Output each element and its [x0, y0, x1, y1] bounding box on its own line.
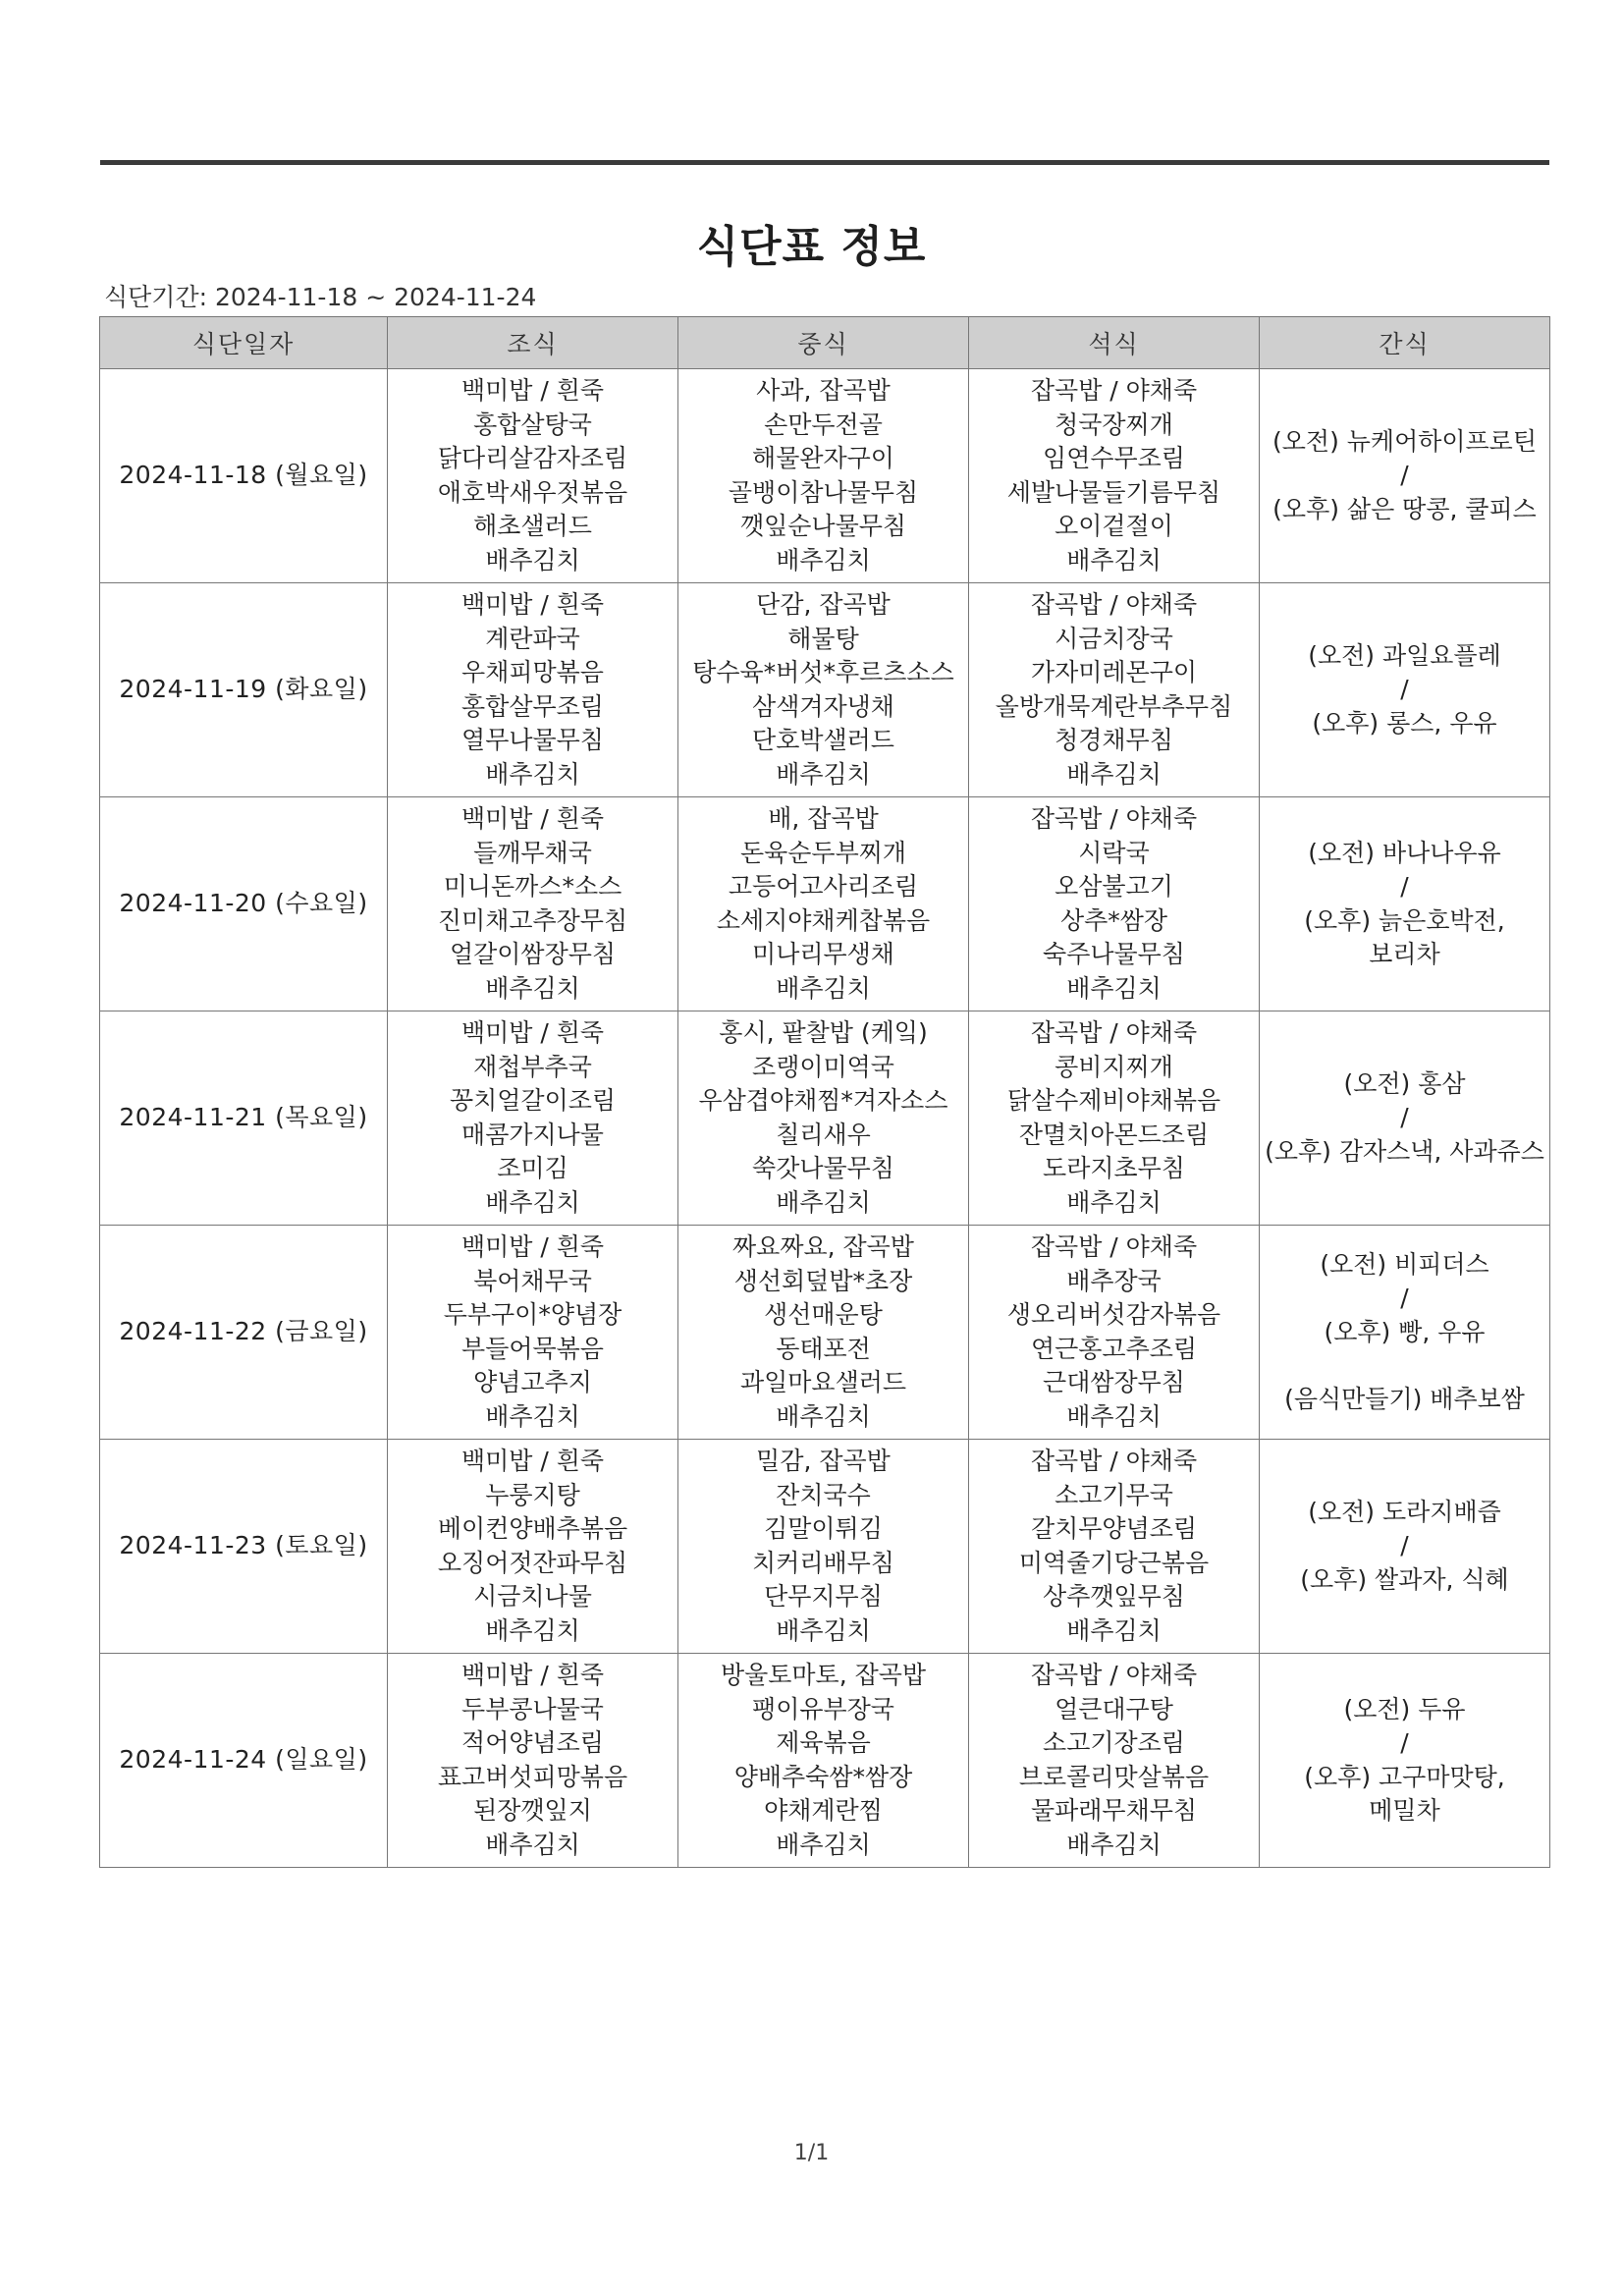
menu-item: 배추김치 — [485, 1830, 580, 1859]
menu-item: 청국장찌개 — [1055, 410, 1173, 439]
menu-item: 홍합살탕국 — [473, 410, 592, 439]
menu-item: 북어채무국 — [473, 1266, 592, 1295]
menu-item: 단호박샐러드 — [752, 726, 894, 754]
menu-item: (오후) 고구마맛탕, — [1304, 1762, 1505, 1791]
menu-item: 고등어고사리조림 — [728, 872, 919, 901]
date-cell: 2024-11-18 (월요일) — [100, 369, 388, 583]
menu-item: / — [1400, 461, 1409, 490]
lunch-cell — [678, 797, 969, 1011]
menu-item: 보리차 — [1369, 940, 1440, 968]
menu-item: 우채피망볶음 — [461, 658, 604, 686]
table-body — [100, 369, 1550, 1868]
menu-item: 배추김치 — [776, 1187, 871, 1217]
menu-item: 올방개묵계란부추무침 — [995, 691, 1233, 721]
menu-item: 배추김치 — [1066, 1401, 1162, 1431]
menu-item — [1260, 1349, 1549, 1383]
menu-item: 꽁치얼갈이조림 — [449, 1086, 617, 1115]
menu-item: 매콤가지나물 — [461, 1120, 604, 1149]
menu-item: / — [1400, 1728, 1409, 1757]
menu-item: 미역줄기당근볶음 — [1018, 1548, 1210, 1577]
menu-item: (오전) 비피더스 — [1320, 1249, 1489, 1279]
breakfast-cell — [388, 1440, 678, 1654]
top-rule — [100, 160, 1549, 165]
menu-item: 닭다리살감자조림 — [437, 444, 628, 472]
snack-cell — [1260, 1440, 1550, 1654]
breakfast-cell — [388, 1654, 678, 1868]
header-breakfast: 조식 — [388, 317, 678, 369]
menu-item: (오후) 롱스, 우유 — [1312, 708, 1497, 738]
menu-item: 배, 잡곡밥 — [768, 804, 879, 833]
header-snack: 간식 — [1260, 317, 1550, 369]
lunch-cell — [678, 1654, 969, 1868]
table-row — [100, 1226, 1550, 1440]
menu-item: 재첩부추국 — [473, 1052, 592, 1081]
menu-item: 누룽지탕 — [485, 1480, 580, 1509]
menu-item: 진미채고추장무침 — [437, 905, 628, 935]
dinner-cell — [969, 1654, 1260, 1868]
breakfast-cell — [388, 583, 678, 797]
menu-item: 된장깻잎지 — [473, 1796, 592, 1825]
menu-item: 물파래무채무침 — [1030, 1796, 1198, 1825]
date-cell: 2024-11-23 (토요일) — [100, 1440, 388, 1654]
menu-item: (오전) 과일요플레 — [1308, 640, 1501, 670]
menu-item: (오전) 홍삼 — [1343, 1068, 1466, 1098]
date-cell: 2024-11-24 (일요일) — [100, 1654, 388, 1868]
menu-item: / — [1400, 1531, 1409, 1560]
menu-item: 단무지무침 — [764, 1582, 883, 1611]
header-date: 식단일자 — [100, 317, 388, 369]
menu-item: 배추김치 — [1066, 1187, 1162, 1217]
snack-cell — [1260, 797, 1550, 1011]
menu-item: 배추김치 — [776, 1401, 871, 1431]
menu-item: 잡곡밥 / 야채죽 — [1030, 590, 1198, 619]
menu-item: 백미밥 / 흰죽 — [460, 804, 605, 833]
menu-item: 조랭이미역국 — [752, 1052, 894, 1081]
menu-item: 배추김치 — [485, 545, 580, 574]
menu-item: 조미김 — [497, 1154, 568, 1182]
menu-item: (오후) 늙은호박전, — [1304, 905, 1505, 935]
dinner-cell — [969, 1226, 1260, 1440]
menu-item: 사과, 잡곡밥 — [756, 376, 891, 405]
page-number: 1/1 — [793, 2141, 830, 2165]
menu-item: (오전) 뉴케어하이프로틴 — [1272, 426, 1537, 456]
menu-item: 홍합살무조림 — [461, 691, 604, 721]
menu-item: 시금치장국 — [1055, 624, 1173, 653]
breakfast-cell — [388, 797, 678, 1011]
date-cell: 2024-11-19 (화요일) — [100, 583, 388, 797]
menu-item: 잡곡밥 / 야채죽 — [1030, 804, 1198, 833]
breakfast-cell — [388, 1011, 678, 1226]
date-cell: 2024-11-20 (수요일) — [100, 797, 388, 1011]
menu-item: 잡곡밥 / 야채죽 — [1030, 376, 1198, 405]
menu-item: 백미밥 / 흰죽 — [460, 1018, 605, 1047]
menu-item: 갈치무양념조림 — [1030, 1514, 1198, 1543]
meal-period: 식단기간: 2024-11-18 ~ 2024-11-24 — [104, 283, 537, 311]
menu-item: 소세지야채케찹볶음 — [716, 905, 931, 935]
menu-item: 양배추숙쌈*쌈장 — [733, 1762, 913, 1791]
menu-item: (오전) 도라지배즙 — [1308, 1497, 1501, 1526]
menu-item: / — [1400, 1103, 1409, 1132]
page-title: 식단표 정보 — [696, 222, 927, 272]
menu-item: 잡곡밥 / 야채죽 — [1030, 1018, 1198, 1047]
menu-item: 부들어묵볶음 — [461, 1334, 604, 1363]
menu-item: 계란파국 — [485, 624, 580, 653]
menu-item: / — [1400, 675, 1409, 704]
menu-item: 배추김치 — [776, 973, 871, 1003]
menu-item: 우삼겹야채찜*겨자소스 — [698, 1086, 948, 1115]
menu-item: 근대쌈장무침 — [1043, 1368, 1185, 1396]
table-row — [100, 1654, 1550, 1868]
menu-item: 베이컨양배추볶음 — [437, 1514, 628, 1543]
menu-item: 오징어젓잔파무침 — [437, 1548, 628, 1577]
menu-item: 동태포전 — [776, 1334, 871, 1363]
menu-item: 배추김치 — [1066, 1615, 1162, 1645]
menu-item: 닭살수제비야채볶음 — [1006, 1086, 1221, 1115]
menu-item: 적어양념조림 — [461, 1728, 604, 1757]
menu-item: 얼큰대구탕 — [1055, 1694, 1173, 1723]
menu-item: / — [1400, 872, 1409, 901]
menu-item: 골뱅이참나물무침 — [728, 477, 919, 507]
menu-item: 임연수무조림 — [1043, 444, 1185, 472]
menu-item: 콩비지찌개 — [1055, 1052, 1173, 1081]
table-row — [100, 369, 1550, 583]
menu-item: 짜요짜요, 잡곡밥 — [732, 1232, 914, 1261]
table-row — [100, 797, 1550, 1011]
menu-item: 메밀차 — [1369, 1796, 1440, 1825]
menu-item: 두부콩나물국 — [461, 1694, 604, 1723]
menu-item: 홍시, 팥찰밥 (케잌) — [719, 1018, 928, 1047]
menu-item: (오후) 쌀과자, 식혜 — [1300, 1564, 1509, 1594]
menu-item: 백미밥 / 흰죽 — [460, 590, 605, 619]
snack-cell — [1260, 369, 1550, 583]
menu-item: 상추깻잎무침 — [1043, 1582, 1185, 1611]
menu-item: (오후) 감자스낵, 사과쥬스 — [1265, 1136, 1544, 1166]
menu-item: 배추김치 — [1066, 545, 1162, 574]
menu-item: 깻잎순나물무침 — [739, 512, 907, 540]
menu-item: 손만두전골 — [764, 410, 883, 439]
menu-item: 도라지초무침 — [1043, 1154, 1185, 1182]
menu-item: 양념고추지 — [473, 1368, 592, 1396]
menu-item: 과일마요샐러드 — [739, 1368, 907, 1396]
menu-item: 잡곡밥 / 야채죽 — [1030, 1661, 1198, 1689]
snack-cell — [1260, 583, 1550, 797]
menu-item: 상추*쌈장 — [1059, 905, 1168, 935]
menu-item: 배추김치 — [485, 1401, 580, 1431]
menu-item: 생선매운탕 — [764, 1300, 883, 1329]
menu-item: 배추김치 — [1066, 1830, 1162, 1859]
menu-item: 배추김치 — [1066, 759, 1162, 789]
menu-item: 삼색겨자냉채 — [752, 691, 894, 721]
menu-item: 백미밥 / 흰죽 — [460, 376, 605, 405]
menu-item: 백미밥 / 흰죽 — [460, 1661, 605, 1689]
menu-item: 소고기무국 — [1055, 1480, 1173, 1509]
menu-item: 숙주나물무침 — [1043, 940, 1185, 968]
snack-cell — [1260, 1654, 1550, 1868]
menu-item: 야채계란찜 — [764, 1796, 883, 1825]
dinner-cell — [969, 583, 1260, 797]
menu-item: (오후) 빵, 우유 — [1324, 1317, 1486, 1346]
menu-item: 소고기장조림 — [1043, 1728, 1185, 1757]
dinner-cell — [969, 369, 1260, 583]
menu-item: 해물탕 — [787, 624, 859, 653]
snack-cell — [1260, 1011, 1550, 1226]
menu-item: 배추김치 — [776, 1830, 871, 1859]
menu-item: 방울토마토, 잡곡밥 — [720, 1661, 927, 1689]
menu-item: 치커리배무침 — [752, 1548, 894, 1577]
menu-item: 해물완자구이 — [752, 444, 894, 472]
menu-item: 시금치나물 — [473, 1582, 592, 1611]
lunch-cell — [678, 1226, 969, 1440]
menu-item: 잔멸치아몬드조림 — [1018, 1120, 1210, 1149]
menu-item: 돈육순두부찌개 — [739, 838, 907, 867]
dinner-cell — [969, 1440, 1260, 1654]
lunch-cell — [678, 1440, 969, 1654]
menu-item: 배추김치 — [485, 1615, 580, 1645]
dinner-cell — [969, 797, 1260, 1011]
table-row — [100, 583, 1550, 797]
menu-item: 김말이튀김 — [764, 1514, 883, 1543]
meal-table — [99, 316, 1550, 1868]
lunch-cell — [678, 369, 969, 583]
menu-item: 단감, 잡곡밥 — [756, 590, 891, 619]
menu-item: 두부구이*양념장 — [443, 1300, 622, 1329]
header-dinner: 석식 — [969, 317, 1260, 369]
lunch-cell — [678, 583, 969, 797]
menu-item: 배추김치 — [485, 1187, 580, 1217]
menu-item: 오이겉절이 — [1055, 512, 1173, 540]
menu-item: 백미밥 / 흰죽 — [460, 1232, 605, 1261]
table-row — [100, 1011, 1550, 1226]
dinner-cell — [969, 1011, 1260, 1226]
menu-item: (오전) 바나나우유 — [1308, 838, 1501, 867]
menu-item: 브로콜리맛살볶음 — [1018, 1762, 1210, 1791]
menu-item: 배추김치 — [776, 545, 871, 574]
date-cell: 2024-11-21 (목요일) — [100, 1011, 388, 1226]
menu-item: (오후) 삶은 땅콩, 쿨피스 — [1272, 494, 1537, 523]
lunch-cell — [678, 1011, 969, 1226]
menu-item: 배추김치 — [485, 973, 580, 1003]
menu-item: 미니돈까스*소스 — [443, 872, 622, 901]
menu-item: 잔치국수 — [776, 1480, 871, 1509]
menu-item: 탕수육*버섯*후르츠소스 — [692, 658, 954, 686]
menu-item: 제육볶음 — [776, 1728, 871, 1757]
menu-item: 배추김치 — [776, 759, 871, 789]
menu-item: 백미밥 / 흰죽 — [460, 1447, 605, 1475]
breakfast-cell — [388, 1226, 678, 1440]
menu-item: / — [1400, 1284, 1409, 1312]
breakfast-cell — [388, 369, 678, 583]
menu-item: 미나리무생채 — [752, 940, 894, 968]
menu-item: 칠리새우 — [776, 1120, 871, 1149]
menu-item: 배추김치 — [485, 759, 580, 789]
menu-item: 들깨무채국 — [473, 838, 592, 867]
menu-item: 해초샐러드 — [473, 512, 592, 540]
menu-item: 애호박새우젓볶음 — [437, 477, 628, 507]
menu-item: 배추김치 — [776, 1615, 871, 1645]
table-header-row — [100, 317, 1550, 369]
menu-item: 열무나물무침 — [461, 726, 604, 754]
snack-cell — [1260, 1226, 1550, 1440]
menu-item: 연근홍고추조림 — [1030, 1334, 1198, 1363]
menu-item: 잡곡밥 / 야채죽 — [1030, 1232, 1198, 1261]
menu-item: 세발나물들기름무침 — [1006, 477, 1221, 507]
menu-item: 쑥갓나물무침 — [752, 1154, 894, 1182]
menu-item: 팽이유부장국 — [752, 1694, 894, 1723]
menu-item: 잡곡밥 / 야채죽 — [1030, 1447, 1198, 1475]
menu-item: 생오리버섯감자볶음 — [1006, 1300, 1221, 1329]
table-row — [100, 1440, 1550, 1654]
header-lunch: 중식 — [678, 317, 969, 369]
menu-item: (음식만들기) 배추보쌈 — [1284, 1385, 1525, 1413]
date-cell: 2024-11-22 (금요일) — [100, 1226, 388, 1440]
menu-item: 생선회덮밥*초장 — [733, 1266, 913, 1295]
menu-item: 얼갈이쌈장무침 — [449, 940, 617, 968]
menu-item: 청경채무침 — [1055, 726, 1173, 754]
menu-item: (오전) 두유 — [1343, 1694, 1466, 1723]
menu-item: 가자미레몬구이 — [1030, 658, 1198, 686]
menu-item: 밀감, 잡곡밥 — [756, 1447, 891, 1475]
menu-item: 오삼불고기 — [1055, 872, 1173, 901]
menu-item: 배추장국 — [1066, 1266, 1162, 1295]
menu-item: 배추김치 — [1066, 973, 1162, 1003]
menu-item: 시락국 — [1078, 838, 1150, 867]
menu-item: 표고버섯피망볶음 — [437, 1762, 628, 1791]
